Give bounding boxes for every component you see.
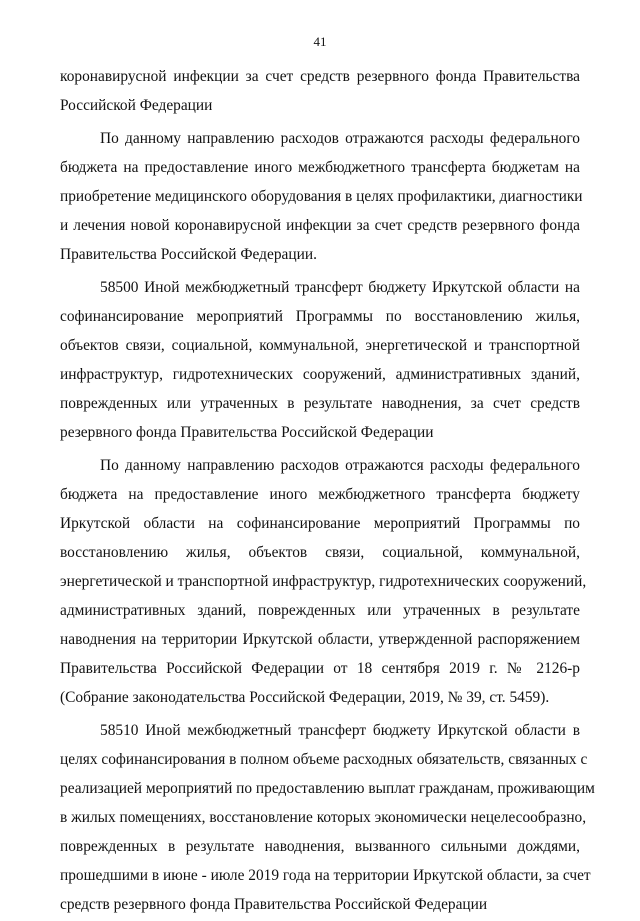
text-line: инфраструктур, гидротехнических сооружений, административных зданий, <box>60 366 580 383</box>
page-number: 41 <box>313 34 327 49</box>
text-line: коронавирусной инфекции за счет средств резервного фонда Правительства <box>60 68 580 85</box>
text-line: (Собрание законодательства Российской Федерации, 2019, № 39, ст. 5459). <box>60 689 550 706</box>
text-line: в жилых помещениях, восстановление которых экономически нецелесообразно, <box>60 809 587 826</box>
document-body <box>60 64 595 921</box>
text-line: По данному направлению расходов отражаются расходы федерального <box>100 457 580 474</box>
text-line: целях софинансирования в полном объеме расходных обязательств, связанных с <box>60 751 588 768</box>
text-line: энергетической и транспортной инфраструктур, гидротехнических сооружений, <box>60 573 587 590</box>
text-line: административных зданий, поврежденных или утраченных в результате <box>60 602 580 619</box>
text-line: По данному направлению расходов отражаются расходы федерального <box>100 130 580 147</box>
text-line: наводнения на территории Иркутской области, утвержденной распоряжением <box>60 631 580 648</box>
text-line: Правительства Российской Федерации. <box>60 246 317 263</box>
text-line: бюджета на предоставление иного межбюджетного трансферта бюджету <box>60 486 580 503</box>
text-line: поврежденных или утраченных в результате наводнения, за счет средств <box>60 395 580 412</box>
text-line: 58510 Иной межбюджетный трансферт бюджету Иркутской области в <box>100 722 580 739</box>
text-line: резервного фонда Правительства Российской Федерации <box>60 424 434 441</box>
text-line: 58500 Иной межбюджетный трансферт бюджету Иркутской области на <box>100 279 580 296</box>
text-line: Иркутской области на софинансирование мероприятий Программы по <box>60 515 580 532</box>
text-line: прошедшими в июне - июле 2019 года на территории Иркутской области, за счет <box>60 867 591 884</box>
text-line: восстановлению жилья, объектов связи, социальной, коммунальной, <box>60 544 580 561</box>
text-line: объектов связи, социальной, коммунальной, энергетической и транспортной <box>60 337 580 354</box>
text-line: Правительства Российской Федерации от 18 сентября 2019 г. № 2126-р <box>60 660 580 677</box>
text-line: софинансирование мероприятий Программы по восстановлению жилья, <box>60 308 580 325</box>
text-line: бюджета на предоставление иного межбюджетного трансферта бюджетам на <box>60 159 580 176</box>
text-line: средств резервного фонда Правительства Российской Федерации <box>60 896 488 913</box>
text-line: и лечения новой коронавирусной инфекции за счет средств резервного фонда <box>60 217 580 234</box>
text-line: реализацией мероприятий по предоставлению выплат гражданам, проживающим <box>60 780 595 797</box>
text-line: приобретение медицинского оборудования в целях профилактики, диагностики <box>60 188 583 205</box>
text-line: Российской Федерации <box>60 97 213 114</box>
text-line: поврежденных в результате наводнения, вызванного сильными дождями, <box>60 838 580 855</box>
